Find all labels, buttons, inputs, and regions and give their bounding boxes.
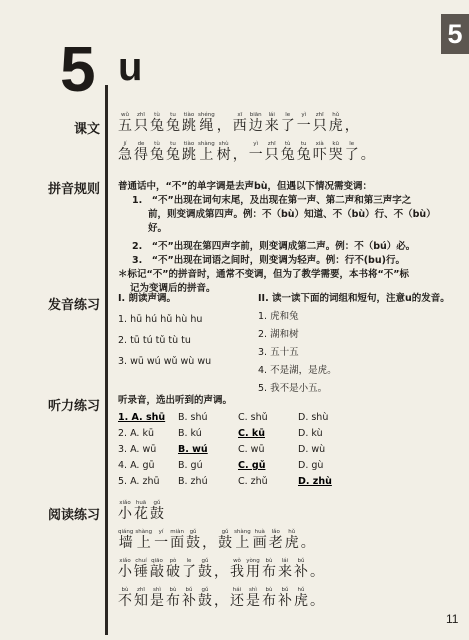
hanzi-char: 兔tu	[166, 112, 180, 134]
hanzi-char: 我wǒ	[230, 558, 244, 580]
page-number: 11	[446, 612, 459, 626]
hanzi-char: 兔tu	[296, 141, 311, 163]
rules-item-1-cont: 前，则变调成第四声。例：不（bù）知道、不（bù）行、不（bù）	[148, 209, 436, 220]
hanzi-char: 鼓gǔ	[186, 529, 201, 551]
hanzi-char: 只zhī	[312, 112, 327, 134]
pinyin-annotation: gǔ	[150, 500, 164, 506]
pinyin-annotation: hǔ	[294, 587, 308, 593]
listening-answer-selected: D. zhù	[298, 476, 332, 487]
reading-line	[118, 587, 458, 616]
chapter-tab: 5	[441, 14, 469, 54]
pinyin-annotation: jí	[118, 141, 132, 147]
listening-option: B. gú	[178, 460, 203, 471]
pinyin-annotation: chuí	[134, 558, 148, 564]
hanzi-char: 墙qiáng	[118, 529, 134, 551]
pinyin-annotation: bù	[262, 558, 276, 564]
pinyin-annotation: bǔ	[182, 587, 196, 593]
pinyin-annotation: biān	[248, 112, 263, 118]
hanzi-char: 补bǔ	[182, 587, 196, 609]
hanzi-char: 兔tù	[150, 141, 164, 163]
hanzi-char: 五wǔ	[118, 112, 132, 134]
pinyin-rules	[118, 180, 453, 296]
hanzi-char: 虎hǔ	[294, 587, 308, 609]
lesson-number: 5	[60, 33, 96, 105]
listening-option: C. wū	[238, 444, 265, 455]
rules-note-cont: 记为变调后的拼音。	[130, 283, 216, 294]
pinyin-annotation: shàng	[135, 529, 153, 535]
pinyin-annotation: xī	[232, 112, 247, 118]
pinyin-annotation: shì	[150, 587, 164, 593]
part2-title: II. 读一读下面的词组和短句，注意u的发音。	[258, 293, 450, 304]
pinyin-annotation: zhī	[312, 112, 327, 118]
part2-row: 1. 虎和兔	[258, 311, 299, 322]
hanzi-char: 虎hǔ	[284, 529, 299, 551]
pinyin-annotation: gǔ	[218, 529, 233, 535]
listening-option: B. zhú	[178, 476, 208, 487]
pinyin-annotation: yí	[154, 529, 169, 535]
lesson-title: u	[118, 45, 143, 89]
hanzi-char: 。	[360, 147, 375, 163]
hanzi-char: 锤chuí	[134, 558, 148, 580]
hanzi-char: 。	[300, 535, 315, 551]
part2-row: 3. 五十五	[258, 347, 299, 358]
part1-row: 2. tū tú tǔ tù tu	[118, 335, 191, 346]
pinyin-annotation: yì	[248, 141, 263, 147]
listening-option: 5. A. zhū	[118, 476, 160, 487]
pinyin-annotation: tù	[150, 112, 164, 118]
hanzi-char: 鼓gǔ	[218, 529, 233, 551]
kewen-line	[118, 141, 458, 170]
part1-row: 1. hū hú hǔ hù hu	[118, 314, 203, 325]
rules-intro: 普通话中，“不”的单字调是去声bù，但遇以下情况需变调：	[118, 181, 373, 192]
hanzi-char: 只zhī	[134, 112, 148, 134]
hanzi-char: ，	[202, 535, 217, 551]
hanzi-char: 还hái	[230, 587, 244, 609]
pinyin-annotation: zhī	[264, 141, 279, 147]
hanzi-char: 画huà	[252, 529, 267, 551]
hanzi-char: ，	[344, 118, 359, 134]
hanzi-char: 一yí	[154, 529, 169, 551]
listening-option: D. wù	[298, 444, 326, 455]
hanzi-char: 吓xià	[312, 141, 327, 163]
hanzi-char: 布bù	[166, 587, 180, 609]
rules-item-1-end: 好。	[148, 223, 168, 234]
rules-item-2: 2. “不”出现在第四声字前，则变调成第二声。例：不（bú）必。	[132, 241, 416, 252]
pinyin-annotation: gǔ	[186, 529, 201, 535]
pinyin-annotation: le	[182, 558, 196, 564]
vertical-rule	[105, 85, 108, 635]
pinyin-annotation: bǔ	[278, 587, 292, 593]
pinyin-annotation: yòng	[246, 558, 260, 564]
hanzi-char: ，	[214, 593, 228, 609]
hanzi-char: 跳tiào	[182, 141, 196, 163]
reading-line	[118, 500, 458, 529]
part2-row: 5. 我不是小五。	[258, 383, 328, 394]
pinyin-annotation: lái	[264, 112, 279, 118]
pinyin-annotation: le	[280, 112, 295, 118]
hanzi-char: 小xiǎo	[118, 558, 132, 580]
hanzi-char: 跳tiào	[182, 112, 196, 134]
pinyin-annotation: tu	[166, 112, 180, 118]
section-label-kewen: 课文	[73, 122, 100, 137]
listening-option: D. gù	[298, 460, 324, 471]
pinyin-annotation: shì	[246, 587, 260, 593]
pinyin-annotation: hǔ	[284, 529, 299, 535]
listening-instruction: 听录音，选出听到的声调。	[118, 395, 233, 406]
hanzi-char: 来lái	[278, 558, 292, 580]
pinyin-annotation: bù	[118, 587, 132, 593]
hanzi-char: ，	[232, 147, 247, 163]
pinyin-annotation: kū	[328, 141, 343, 147]
listening-option: C. zhǔ	[238, 476, 268, 487]
hanzi-char: 用yòng	[246, 558, 260, 580]
pinyin-annotation: xiǎo	[118, 558, 132, 564]
hanzi-char: 兔tù	[280, 141, 295, 163]
hanzi-char: 西xī	[232, 112, 247, 134]
kewen-line	[118, 112, 458, 141]
pinyin-annotation: wǒ	[230, 558, 244, 564]
hanzi-char: 敲qiāo	[150, 558, 164, 580]
hanzi-char: 小xiǎo	[118, 500, 132, 522]
pinyin-annotation: miàn	[170, 529, 185, 535]
hanzi-char: ，	[216, 118, 231, 134]
pinyin-annotation: gǔ	[198, 587, 212, 593]
hanzi-char: 了le	[280, 112, 295, 134]
hanzi-char: 树shù	[216, 141, 231, 163]
hanzi-char: 上shàng	[135, 529, 153, 551]
hanzi-char: 急jí	[118, 141, 132, 163]
pinyin-annotation: lǎo	[268, 529, 283, 535]
hanzi-char: 。	[310, 564, 324, 580]
hanzi-char: 鼓gǔ	[198, 558, 212, 580]
pinyin-annotation: bù	[262, 587, 276, 593]
hanzi-char: 布bù	[262, 558, 276, 580]
pinyin-annotation: gǔ	[198, 558, 212, 564]
listening-option: B. kú	[178, 428, 202, 439]
pinyin-annotation: lái	[278, 558, 292, 564]
listening-option: 3. A. wū	[118, 444, 157, 455]
section-label-pinyin-rules: 拼音规则	[47, 182, 100, 197]
part2-row: 4. 不是湖，是虎。	[258, 365, 337, 376]
hanzi-char: 边biān	[248, 112, 263, 134]
hanzi-char: 知zhī	[134, 587, 148, 609]
reading-line	[118, 529, 458, 558]
rules-note: ＊标记“不”的拼音时，通常不变调，但为了教学需要，本书将“不”标	[118, 269, 409, 280]
hanzi-char: 哭kū	[328, 141, 343, 163]
hanzi-char: 上shàng	[198, 141, 215, 163]
pinyin-annotation: huà	[252, 529, 267, 535]
hanzi-char: 兔tu	[166, 141, 180, 163]
pinyin-annotation: tu	[296, 141, 311, 147]
hanzi-char: 得de	[134, 141, 148, 163]
pinyin-annotation: shéng	[198, 112, 215, 118]
hanzi-char: 老lǎo	[268, 529, 283, 551]
pinyin-annotation: bǔ	[294, 558, 308, 564]
pinyin-annotation: qiáng	[118, 529, 134, 535]
pinyin-annotation: shàng	[198, 141, 215, 147]
listening-option: D. shù	[298, 412, 329, 423]
hanzi-char: 只zhī	[264, 141, 279, 163]
pinyin-annotation: hái	[230, 587, 244, 593]
hanzi-char: 花huā	[134, 500, 148, 522]
pronunciation-part-2	[258, 292, 450, 396]
part1-title: I. 朗读声调。	[118, 293, 176, 304]
kewen-text	[118, 112, 458, 170]
hanzi-char: 鼓gǔ	[150, 500, 164, 522]
listening-answer-selected: C. gǔ	[238, 460, 266, 471]
part1-row: 3. wū wú wǔ wù wu	[118, 356, 212, 367]
pinyin-annotation: shù	[216, 141, 231, 147]
pinyin-annotation: le	[344, 141, 359, 147]
pinyin-annotation: xiǎo	[118, 500, 132, 506]
pinyin-annotation: de	[134, 141, 148, 147]
hanzi-char: 来lái	[264, 112, 279, 134]
pinyin-annotation: hǔ	[328, 112, 343, 118]
hanzi-char: 上shàng	[234, 529, 251, 551]
listening-option: 4. A. gū	[118, 460, 155, 471]
hanzi-char: 面miàn	[170, 529, 185, 551]
pinyin-annotation: tiào	[182, 112, 196, 118]
hanzi-char: 鼓gǔ	[198, 587, 212, 609]
listening-option: C. shǔ	[238, 412, 268, 423]
pinyin-annotation: tu	[166, 141, 180, 147]
hanzi-char: 一yì	[296, 112, 311, 134]
pinyin-annotation: huā	[134, 500, 148, 506]
listening-answer-selected: C. kū	[238, 428, 265, 439]
pinyin-annotation: tù	[150, 141, 164, 147]
pinyin-annotation: xià	[312, 141, 327, 147]
hanzi-char: 是shì	[246, 587, 260, 609]
reading-text	[118, 500, 458, 616]
pinyin-annotation: tiào	[182, 141, 196, 147]
pinyin-annotation: shàng	[234, 529, 251, 535]
hanzi-char: 是shì	[150, 587, 164, 609]
section-label-listening: 听力练习	[47, 399, 100, 414]
pinyin-annotation: zhī	[134, 112, 148, 118]
hanzi-char: 补bǔ	[294, 558, 308, 580]
reading-line	[118, 558, 458, 587]
hanzi-char: 了le	[344, 141, 359, 163]
hanzi-char: 破pò	[166, 558, 180, 580]
rules-item-1: 1. “不”出现在词句末尾，及出现在第一声、第二声和第三声字之	[132, 195, 412, 206]
rules-item-3: 3. “不”出现在词语之间时，则变调为轻声。例：行不(bu)行。	[132, 255, 405, 266]
pinyin-annotation: wǔ	[118, 112, 132, 118]
pinyin-annotation: yì	[296, 112, 311, 118]
pinyin-annotation: qiāo	[150, 558, 164, 564]
hanzi-char: 布bù	[262, 587, 276, 609]
part2-row: 2. 湖和树	[258, 329, 299, 340]
pinyin-annotation: pò	[166, 558, 180, 564]
section-label-pronunciation: 发音练习	[47, 298, 100, 313]
hanzi-char: 虎hǔ	[328, 112, 343, 134]
pinyin-annotation: bù	[166, 587, 180, 593]
listening-option: B. shú	[178, 412, 208, 423]
hanzi-char: 兔tù	[150, 112, 164, 134]
pinyin-annotation: zhī	[134, 587, 148, 593]
listening-answer-selected: B. wú	[178, 444, 208, 455]
listening-option: 2. A. kū	[118, 428, 154, 439]
hanzi-char: 绳shéng	[198, 112, 215, 134]
listening-option: D. kù	[298, 428, 323, 439]
pinyin-annotation: tù	[280, 141, 295, 147]
hanzi-char: 不bù	[118, 587, 132, 609]
hanzi-char: ，	[214, 564, 228, 580]
hanzi-char: 。	[310, 593, 324, 609]
hanzi-char: 补bǔ	[278, 587, 292, 609]
pronunciation-part-1	[118, 292, 211, 369]
section-label-reading: 阅读练习	[47, 508, 100, 523]
listening-answer-selected: 1. A. shū	[118, 412, 166, 423]
hanzi-char: 一yì	[248, 141, 263, 163]
hanzi-char: 了le	[182, 558, 196, 580]
